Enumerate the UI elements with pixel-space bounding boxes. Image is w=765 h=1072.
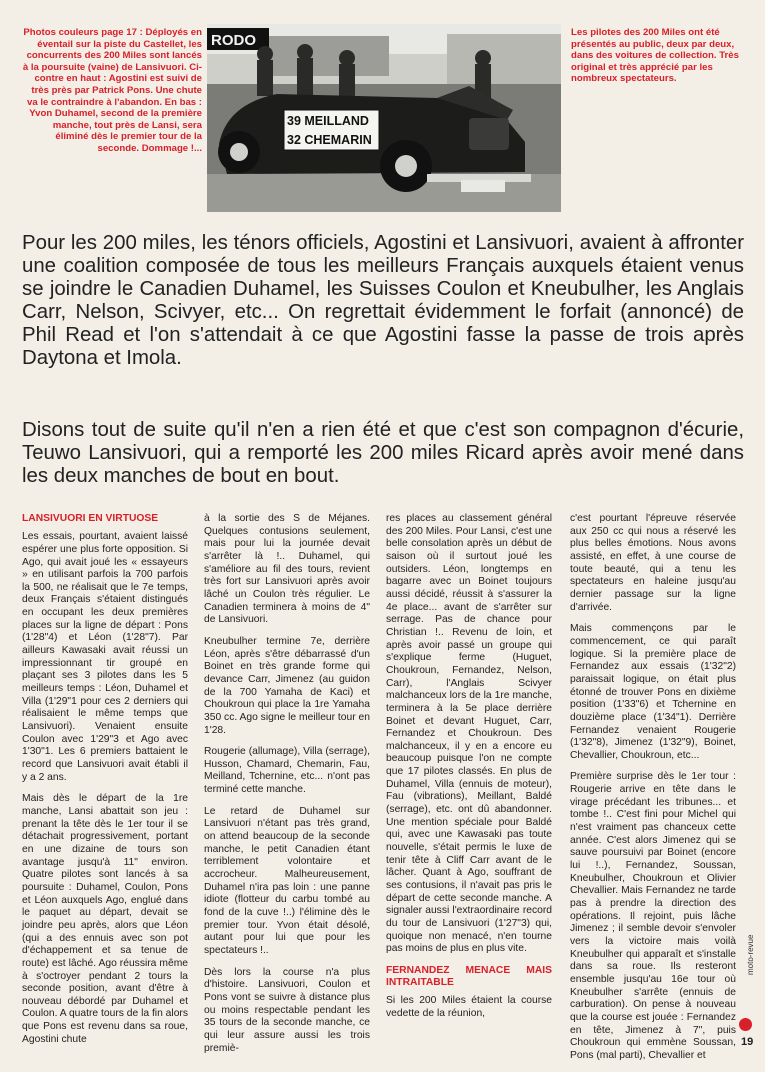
page-number: 19 [741, 1036, 754, 1048]
vintage-car-photo [207, 24, 561, 212]
article-paragraph: c'est pourtant l'épreuve réservée aux 250 cc qui nous a réservé les plus belles émotions. Nous avons assisté, en effet, à une course de toute beauté, qui a tenu les spectateurs en haleine jusqu'au dernier passage sur la ligne d'arrivée. [570, 513, 736, 613]
car-plate-line-2: 32 CHEMARIN [287, 133, 372, 147]
article-column-3 [386, 513, 552, 1030]
article-paragraph: Si les 200 Miles étaient la course vedette de la réunion, [386, 995, 552, 1020]
article-paragraph: à la sortie des S de Méjanes. Quelques contusions seulement, mais pour lui la journée devait s'arrêter là !.. Duhamel, qui s'améliore au fil des tours, revient très fort sur Lansivuori après avoir lâché un Coulon très régulier. Le Canadien terminera à moins de 4" de Lansivuori. [204, 513, 370, 626]
intro-paragraph-1: Pour les 200 miles, les ténors officiels, Agostini et Lansivuori, avaient à affronter une coalition composée de tous les meilleurs Français auxquels étaient venus se joindre le Canadien Duhamel, les Suisses Coulon et Kneubulher, les Anglais Carr, Nelson, Scivyer, etc... On regrettait évidemment le forfait (annoncé) de Phil Read et l'on s'attendait à ce que Agostini fasse la passe de trois après Daytona et Imola. [22, 232, 744, 369]
photo-caption-left: Photos couleurs page 17 : Déployés en éventail sur la piste du Castellet, les concurrents des 200 Miles sont lancés à la poursuite (vaine) de Lansivuori. Ci-contre en haut : Agostini est suivi de très près par Patrick Pons. Une chute va le contraindre à l'abandon. En bas : Yvon Duhamel, second de la première manche, tout près de Lansi, sera éliminé dès le premier tour de la seconde. Dommage !... [22, 27, 202, 154]
vintage-car-illustration [207, 24, 561, 212]
article-paragraph: Mais commençons par le commencement, ce qui paraît logique. Si la première place de Fernandez aux essais (1'32"2) paraissait logique, on était plus étonné de trouver Pons en dixième position (1'33"6) et Tchernine en douzième place (1'34"1). Derrière Fernandez venaient Rougerie (1'32"8), Jimenez (1'32"9), Boinet, Chevallier, Choukroun, etc... [570, 623, 736, 761]
intro-paragraph-2: Disons tout de suite qu'il n'en a rien été et que c'est son compagnon d'écurie, Teuwo Lansivuori, qui a remporté les 200 miles Ricard après avoir mené dans les deux manches de bout en bout. [22, 419, 744, 487]
article-column-1 [22, 513, 188, 1055]
sign-text: RODO [211, 32, 256, 49]
article-paragraph: Première surprise dès le 1er tour : Rougerie arrive en tête dans le virage précédant les tribunes... et tombe !.. C'est fini pour Michel qui n'est vraiment pas chanceux cette année. C'est alors Jimenez qui se sauve poursuivi par Boinet (encore lui !..), Fernandez, Soussan, Kneubulher, Choukroun et Olivier Chevallier. Mais Fernandez ne tarde pas à prendre la direction des opérations. Il rejoint, puis lâche Jimenez ; il semble devoir s'envoler vers la victoire mais voilà Kneubulher qui apparaît et s'installe dans sa roue. Ils resteront ensemble jusqu'au 16e tour où Kneubulher s'arrête (ennuis de carburation). On pense à nouveau que la course est jouée : Fernandez en tête, Jimenez à 7", puis Choukroun qui emmène Soussan, Pons (mal parti), Chevallier et [570, 771, 736, 1061]
article-paragraph: Dès lors la course n'a plus d'histoire. Lansivuori, Coulon et Pons vont se suivre à distance plus ou moins respectable pendant les 35 tours de la seconde manche, ce qui leur assure aussi les trois premiè- [204, 966, 370, 1054]
section-heading: LANSIVUORI EN VIRTUOSE [22, 513, 159, 524]
article-paragraph: Le retard de Duhamel sur Lansivuori n'étant pas très grand, on attend beaucoup de la seconde manche, le petit Canadien étant terriblement volontaire et accrocheur. Malheureusement, Duhamel n'ira pas loin : une panne idiote (flotteur du carbu tombé au fond de la cuve !..) l'élimine dès le premier tour. Yvon était désolé, autant pour lui que pour les spectateurs !.. [204, 805, 370, 956]
magazine-name: moto-revue [746, 934, 755, 975]
article-column-2 [204, 513, 370, 1064]
article-paragraph: Les essais, pourtant, avaient laissé espérer une plus forte opposition. Si Ago, qui avait joué les « essayeurs » en utilisant parfois la 700 parfois la 500, ne réalisait que le 7e temps, deux Français s'étaient distingués en occupant les deux premières places sur la ligne de départ : Pons (1'28"4) et Léon (1'28"7). Par ailleurs Kawasaki avait réussi un impressionnant tir groupé en plaçant ses 3 pilotes dans les 5 meilleurs temps : Léon, Duhamel et Villa (1'29"1 pour ces 2 derniers qui réalisaient le même temps que Lansivuori). Venaient ensuite Coulon avec 1'29"3 et Ago avec 1'30"1. Les 6 premiers battaient le record que Lansivuori avait établi il y a 2 ans. [22, 531, 188, 783]
car-plate-line-1: 39 MEILLAND [287, 114, 369, 128]
article-paragraph: Kneubulher termine 7e, derrière Léon, après s'être débarrassé d'un Boinet en très grande forme qui devance Carr, Jimenez (au guidon de la 700 Yamaha de Kaci) et Choukroun qui place la 1re Yamaha 350 cc. Ago signe le meilleur tour en 1'28. [204, 635, 370, 736]
article-paragraph: Mais dès le départ de la 1re manche, Lansi abattait son jeu : prenant la tête dès le 1er tour il se détachait progressivement, portant en une dizaine de tours son avantage jusqu'à 11" environ. Quatre pilotes sont lancés à sa poursuite : Duhamel, Coulon, Pons et Léon auxquels Ago, englué dans le paquet au départ, devait se joindre peu après, alors que Léon (qui a des ennuis avec son pot d'échappement et sa tenue de route) est lâché. Ago réussira même à s'octroyer pendant 2 tours la seconde position, avant d'être à nouveau débordé par Duhamel et Coulon. A quatre tours de la fin alors que Pons est revenu dans sa roue, Agostini chute [22, 793, 188, 1045]
article-column-4 [570, 513, 736, 1072]
section-heading: FERNANDEZ MENACE MAIS INTRAITABLE [386, 964, 552, 989]
article-paragraph: Rougerie (allumage), Villa (serrage), Husson, Chamard, Chemarin, Fau, Meilland, Tchernine, etc... n'ont pas terminé cette manche. [204, 746, 370, 796]
article-paragraph: res places au classement général des 200 Miles. Pour Lansi, c'est une belle consolation après un début de saison où il surtout joué les outsiders. Léon, longtemps en bagarre avec un Boinet toujours aussi décidé, réussit à s'assurer la 4e place... avant de s'arrêter sur serrage. Pas de chance pour Christian !.. Revenu de loin, et après avoir passé un groupe qui s'explique ferme (Huguet, Choukroun, Fernandez, Nelson, Carr), l'Anglais Scivyer malchanceux lors de la 1re manche, terminera à la 5e place derrière Boinet et devant Huguet, Carr, Fernandez et Choukroun. Des malchanceux, il y en a encore eu beaucoup puisque l'on ne compte que 17 pilotes classés. En plus de Duhamel, Villa (ennuis de moteur), Fau (vibrations), Meillant, Baldé (serrage), etc. ont dû abandonner. Une mention spéciale pour Baldé qui, avec une Kawasaki pas toute nouvelle, s'était permis le luxe de tenir tête à Cliff Carr avant de le lâcher. Quant à Ago, souffrant de ses contusions, il n'avait pas pris le départ de cette seconde manche. A signaler aussi l'extraordinaire record du tour de Lansivuori (1'27"3) qui, quoique non menacé, n'en tourne pas moins de plus en plus vite. [386, 513, 552, 955]
photo-caption-right: Les pilotes des 200 Miles ont été présentés au public, deux par deux, dans des voitures de collection. Très original et très apprécié par les nombreux spectateurs. [571, 27, 739, 85]
page-dot-icon [739, 1018, 752, 1031]
